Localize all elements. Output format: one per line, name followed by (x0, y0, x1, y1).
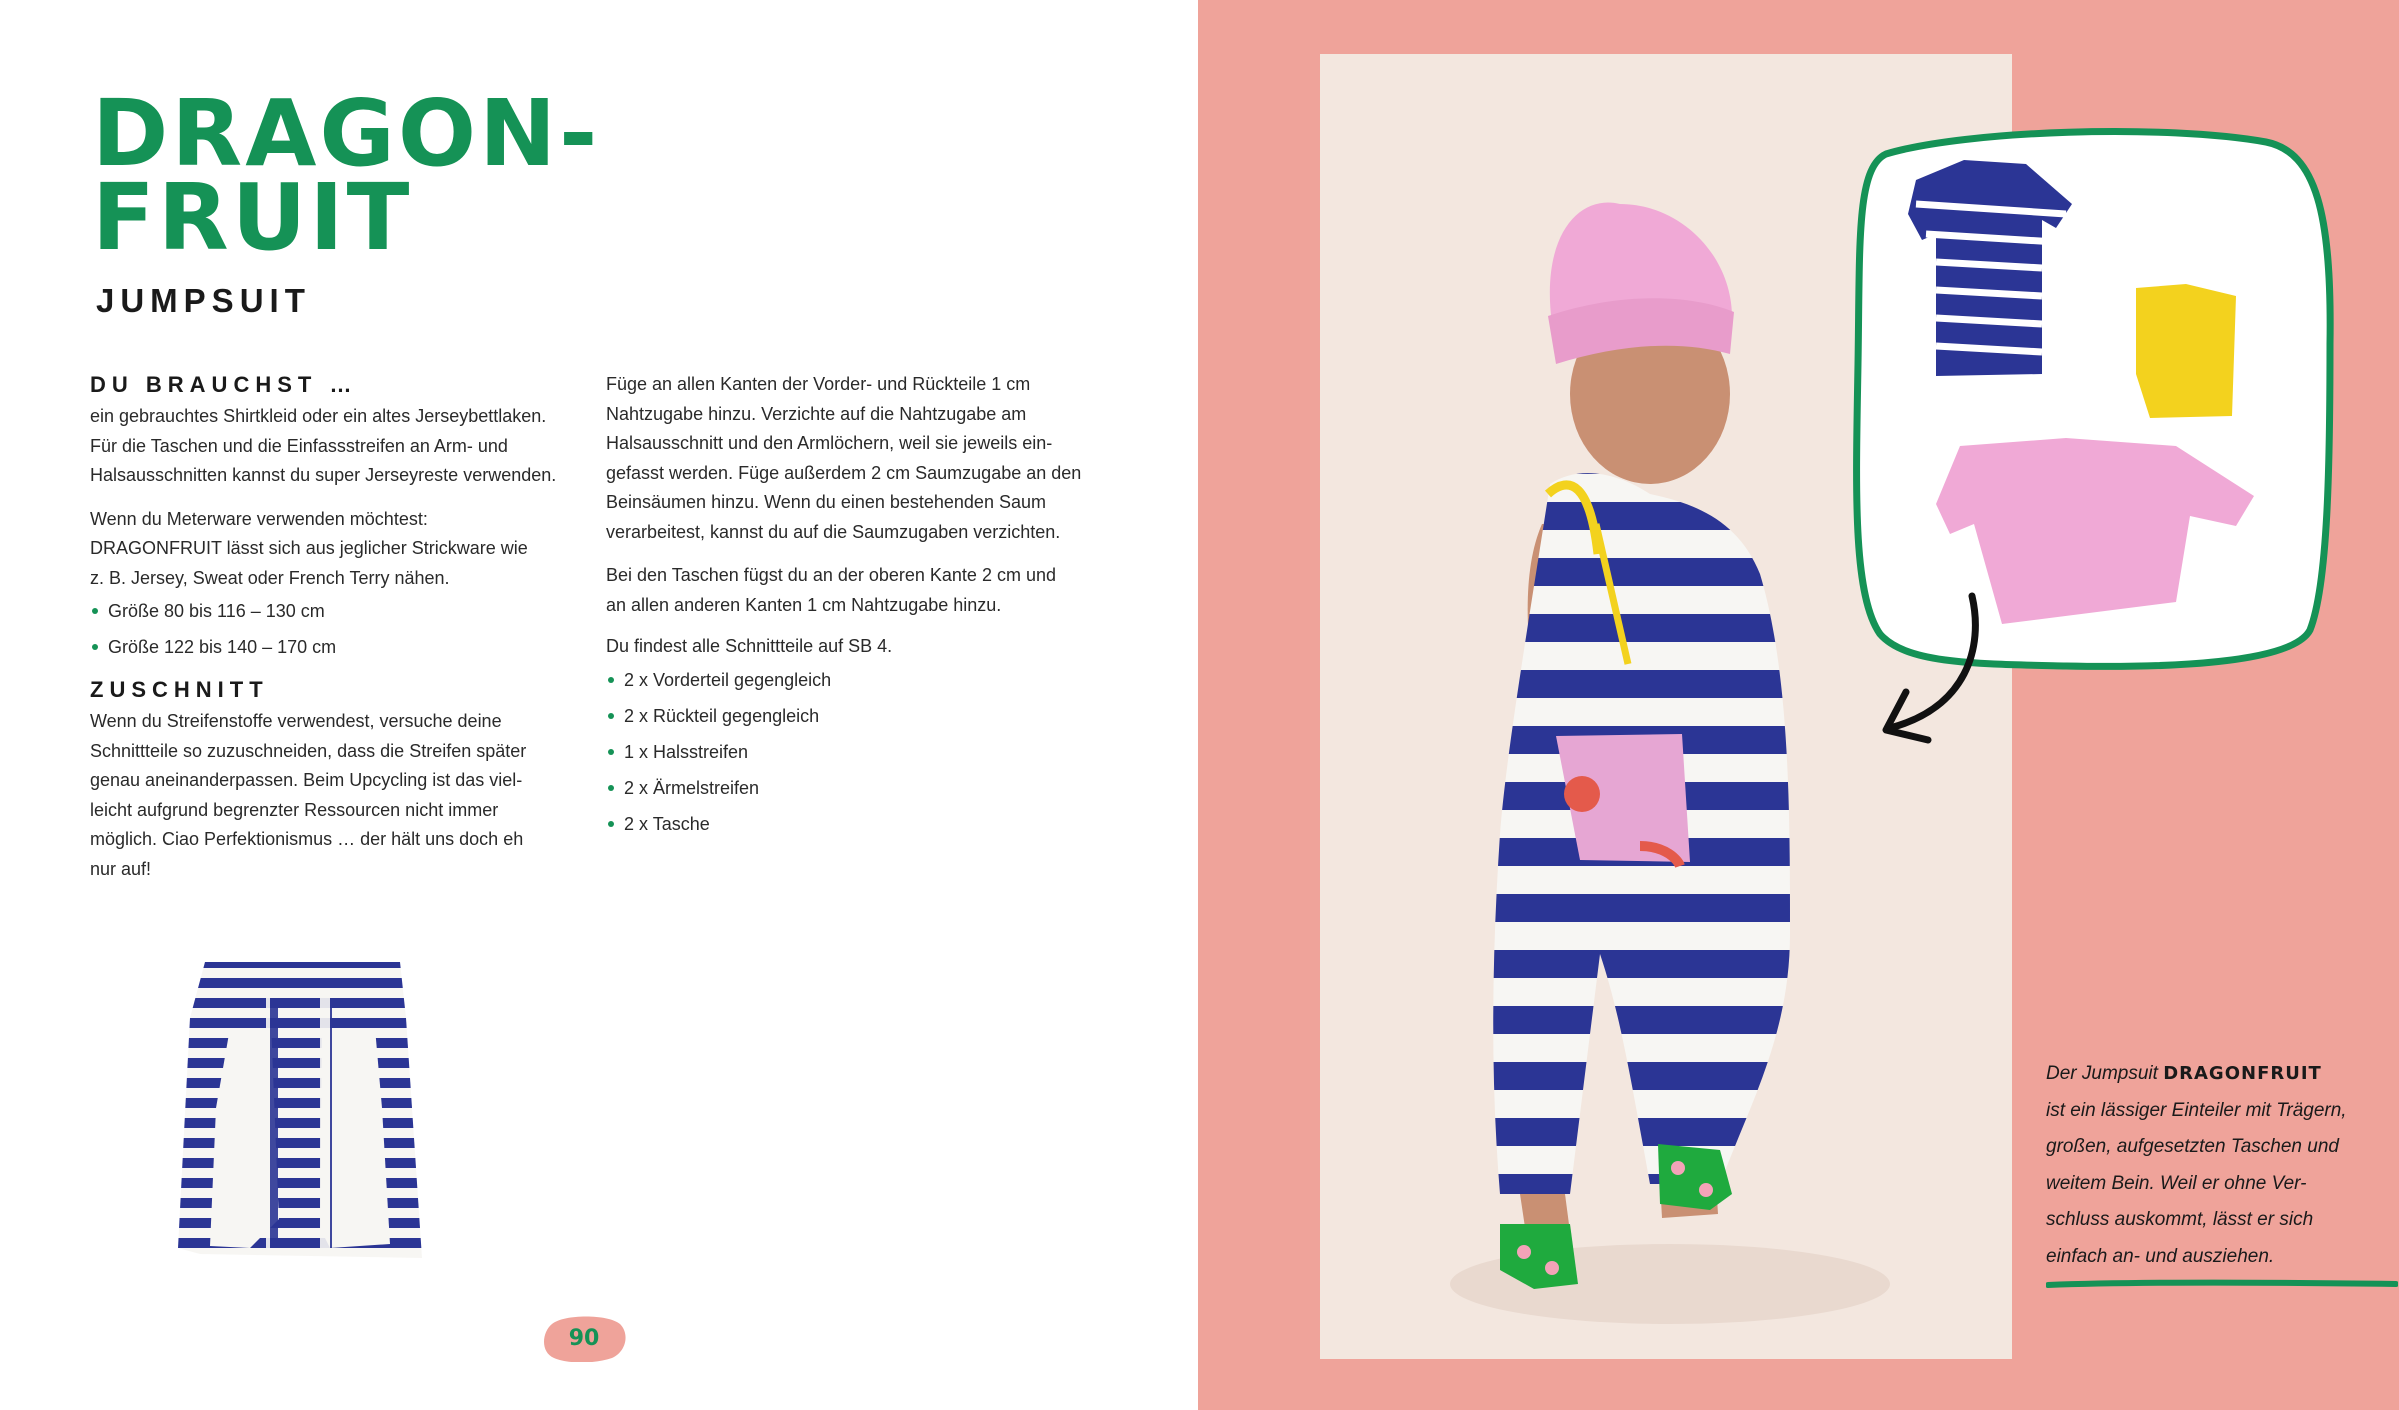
text-line: Beinsäumen hinzu. Wenn du einen bestehenden Saum (606, 492, 1046, 512)
pattern-pieces-image (170, 958, 430, 1268)
zuschnitt-paragraph (90, 707, 590, 884)
nahtzugabe-paragraph (606, 370, 1106, 547)
parts-list (606, 662, 1106, 842)
list-item: 2 x Ärmelstreifen (606, 770, 1106, 806)
text-line: Wenn du Streifenstoffe verwendest, versuche deine (90, 711, 502, 731)
text-line: großen, aufgesetzten Taschen und (2046, 1136, 2339, 1157)
caption-underline (2046, 1278, 2398, 1290)
size-list (90, 593, 590, 665)
heading-du-brauchst: DU BRAUCHST … (90, 372, 358, 397)
text-line: Halsausschnitten kannst du super Jerseyreste verwenden. (90, 465, 557, 485)
text-line: nur auf! (90, 858, 152, 879)
page-number: 90 (568, 1325, 600, 1351)
text-line: Füge an allen Kanten der Vorder- und Rückteile 1 cm (606, 374, 1031, 394)
text-line: ein gebrauchtes Shirtkleid oder ein altes Jerseybettlaken. (90, 406, 547, 426)
list-item: Größe 122 bis 140 – 170 cm (90, 629, 590, 665)
title-line-2: FRUIT (92, 164, 413, 271)
caption-brand: DRAGONFRUIT (2163, 1063, 2322, 1084)
text-line: weitem Bein. Weil er ohne Ver- (2046, 1172, 2307, 1194)
page-subtitle: JUMPSUIT (96, 282, 311, 319)
text-line: Schnittteile so zuzuschneiden, dass die Streifen später (90, 740, 527, 761)
list-item: 2 x Vorderteil gegengleich (606, 662, 1106, 698)
title-line-1: DRAGON- (92, 80, 601, 187)
text-line: verarbeitest, kannst du auf die Saumzugaben verzichten. (606, 521, 1061, 542)
caption-line-1 (2046, 1056, 2376, 1093)
text-line: Wenn du Meterware verwenden möchtest: (90, 508, 428, 529)
list-item: 2 x Rückteil gegengleich (606, 698, 1106, 734)
text-line: leicht aufgrund begrenzter Ressourcen nicht immer (90, 799, 499, 820)
list-item: 1 x Halsstreifen (606, 734, 1106, 770)
heading-zuschnitt: ZUSCHNITT (90, 677, 269, 702)
text-line: ist ein lässiger Einteiler mit Trägern, (2046, 1099, 2347, 1121)
text-line: z. B. Jersey, Sweat oder French Terry nähen. (90, 567, 450, 588)
photo-caption (2046, 1056, 2376, 1275)
list-item: Größe 80 bis 116 – 130 cm (90, 593, 590, 629)
text-column-right (606, 368, 1106, 842)
text-column-left (90, 370, 590, 884)
text-line: einfach an- und ausziehen. (2046, 1245, 2275, 1267)
sb-reference: Du findest alle Schnittteile auf SB 4. (606, 636, 893, 656)
text-line: möglich. Ciao Perfektionismus … der hält uns doch eh (90, 829, 524, 849)
text-line: Bei den Taschen fügst du an der oberen Kante 2 cm und (606, 565, 1056, 585)
text-line: schluss auskommt, lässt er sich (2046, 1209, 2314, 1230)
taschen-paragraph (606, 561, 1106, 620)
text-line: genau aneinanderpassen. Beim Upcycling ist das viel- (90, 770, 523, 790)
text-line: Halsausschnitt und den Armlöchern, weil sie jeweils ein- (606, 433, 1053, 453)
arrow-icon (1866, 588, 1986, 758)
page-title (92, 80, 601, 271)
text-line: an allen anderen Kanten 1 cm Nahtzugabe hinzu. (606, 594, 1002, 615)
caption-prefix: Der Jumpsuit (2046, 1063, 2164, 1084)
meterware-paragraph (90, 505, 590, 594)
text-line: Für die Taschen und die Einfassstreifen an Arm- und (90, 435, 508, 456)
list-item: 2 x Tasche (606, 806, 1106, 842)
text-line: Nahtzugabe hinzu. Verzichte auf die Nahtzugabe am (606, 403, 1027, 424)
text-line: DRAGONFRUIT lässt sich aus jeglicher Strickware wie (90, 538, 528, 558)
text-line: gefasst werden. Füge außerdem 2 cm Saumzugabe an den (606, 462, 1082, 483)
materials-paragraph (90, 402, 590, 491)
